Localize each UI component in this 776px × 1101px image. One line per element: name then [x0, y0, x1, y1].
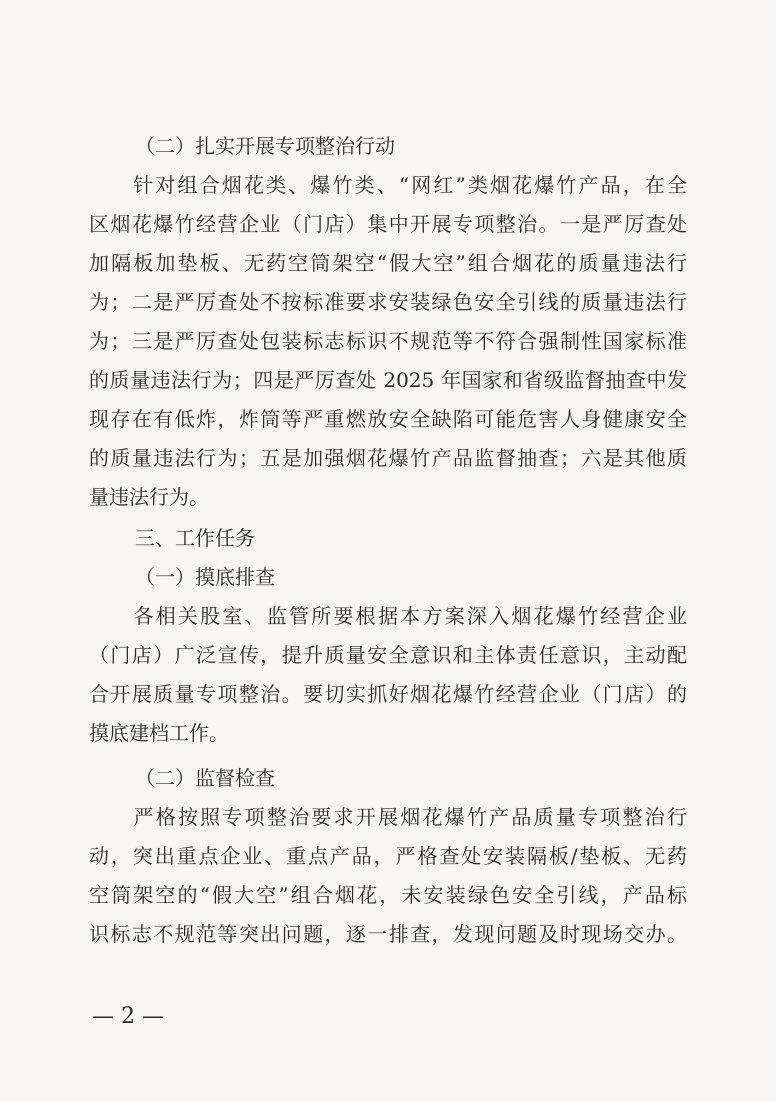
subsection-heading-baseline-survey: （一）摸底排查 [135, 565, 275, 589]
text-line: 为；二是严厉查处不按标准要求安装绿色安全引线的质量违法行 [89, 290, 687, 314]
text-line: 区烟花爆竹经营企业（门店）集中开展专项整治。一是严厉查处 [89, 212, 687, 236]
text-line: 量违法行为。 [89, 485, 209, 509]
section-heading-work-tasks: 三、工作任务 [135, 526, 255, 550]
text-line: 合开展质量专项整治。要切实抓好烟花爆竹经营企业（门店）的 [89, 682, 687, 706]
paragraph-supervision [89, 798, 687, 954]
section-heading-special-rectification: （二）扎实开展专项整治行动 [135, 134, 395, 158]
text-line: 动，突出重点企业、重点产品，严格查处安装隔板/垫板、无药 [89, 844, 687, 868]
text-line: 的质量违法行为；五是加强烟花爆竹产品监督抽查；六是其他质 [89, 446, 687, 470]
text-line: 摸底建档工作。 [89, 721, 229, 745]
text-line: 加隔板加垫板、无药空筒架空“假大空”组合烟花的质量违法行 [89, 251, 687, 275]
text-line: （门店）广泛宣传，提升质量安全意识和主体责任意识，主动配 [89, 643, 687, 667]
page-number: — 2 — [92, 1004, 164, 1029]
text-line: 现存在有低炸，炸筒等严重燃放安全缺陷可能危害人身健康安全 [89, 407, 687, 431]
subsection-heading-supervision: （二）监督检查 [135, 766, 275, 790]
text-line: 针对组合烟花类、爆竹类、“网红”类烟花爆竹产品，在全 [89, 173, 687, 197]
paragraph-baseline-survey [89, 597, 687, 753]
text-line: 空筒架空的“假大空”组合烟花，未安装绿色安全引线，产品标 [89, 883, 687, 907]
text-line: 识标志不规范等突出问题，逐一排查，发现问题及时现场交办。 [89, 922, 687, 946]
text-line: 的质量违法行为；四是严厉查处 2025 年国家和省级监督抽查中发 [89, 368, 687, 392]
text-line: 严格按照专项整治要求开展烟花爆竹产品质量专项整治行 [89, 805, 687, 829]
text-line: 为；三是严厉查处包装标志标识不规范等不符合强制性国家标准 [89, 329, 687, 353]
document-body [89, 127, 687, 954]
paragraph-special-rectification [89, 166, 687, 517]
text-line: 各相关股室、监管所要根据本方案深入烟花爆竹经营企业 [89, 604, 687, 628]
